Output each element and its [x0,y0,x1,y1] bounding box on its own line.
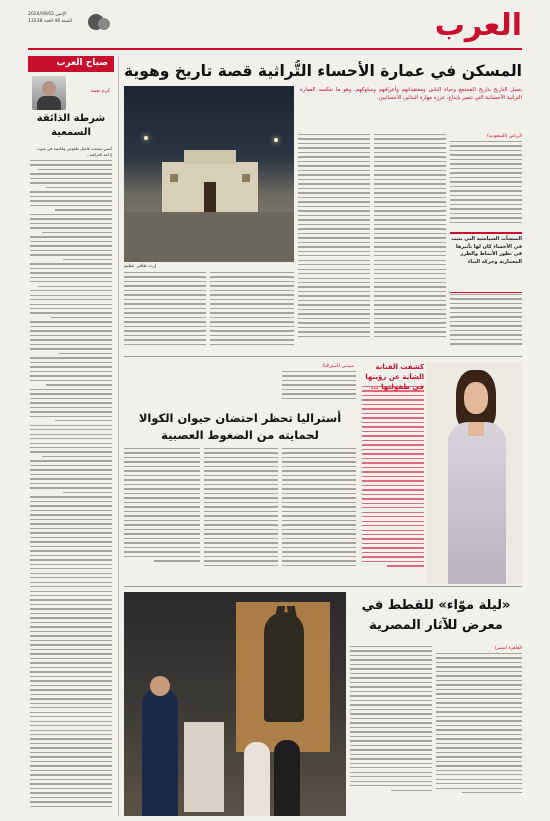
main-deck: يتصل التاريخ بتاريخ المجتمع وحياة الناس ومعتقداتهم وأعرافهم وسلوكهم، وهو ما تعكسه العمارة التراثية الأحسائية التي تتميز بإبداع، عززه مهارة البنائين الأحسائيين. [300,87,522,101]
egypt-col-2 [350,646,432,814]
exhibit-photo [124,592,346,816]
column-body [30,160,112,810]
main-photo-caption: إرث ثقافي عظيم [124,264,157,269]
celebrity-brief-text: كشفت الفنانة الشابة عن رؤيتها [365,363,424,381]
issue-badge-icon-2 [98,18,110,30]
main-col-2 [374,134,446,352]
pullquote-box [450,232,522,293]
pullquote-text: المنشآت السياسية التي بنيت في الأحساء كان لها تأثيرها في تطور الأنماط والطرز المعمارية وحركة البناء [451,236,522,265]
sidebar-header-label: صباح العرب [56,58,108,68]
main-col-4 [210,272,294,352]
masthead [0,0,550,52]
koala-source-tag: سيدني (أستراليا) [322,364,354,369]
main-col-1b [450,294,522,352]
koala-headline: أستراليا تحظر احتضان حيوان الكوالا لحمايته من الضغوط العصبية [138,411,342,442]
koala-col-3 [124,448,200,582]
section-rule-1 [124,356,522,357]
egypt-source-tag: القاهرة (مصر) [494,646,522,651]
author-name: كرم نعمة [90,88,110,94]
main-col-3 [298,134,370,352]
author-avatar [32,76,66,110]
celebrity-photo [426,362,522,584]
sidebar-column [28,56,114,816]
masthead-rule [28,48,522,50]
main-source-tag: الرياض (السعودية) [487,134,522,139]
section-rule-2 [124,586,522,587]
masthead-logo: العرب [434,8,522,43]
main-col-5 [124,272,206,352]
main-photo [124,86,294,262]
main-col-1 [450,141,522,231]
main-headline: المسكن في عمارة الأحساء التُّراثية قصة تاريخ وهوية [124,62,522,80]
celebrity-brief-body [362,386,424,582]
egypt-headline: «ليلة موّاء» للقطط في معرض للآثار المصرية [361,598,511,633]
koala-col-1 [282,371,356,407]
issue-line: السنة 46 العدد 13238 [28,19,72,24]
column-lead: أمس سمعت فاصل طقوس وقاسية في صوت إذاعة العراقية... [36,146,112,157]
sidebar-divider [118,56,119,816]
date-line: الإثنين 2024/09/02 [28,12,67,17]
koala-col-2 [204,448,278,582]
column-title: شرطة الذائقة السمعية [36,113,106,138]
koala-col-1b [282,448,356,582]
egypt-col-1 [436,653,522,813]
